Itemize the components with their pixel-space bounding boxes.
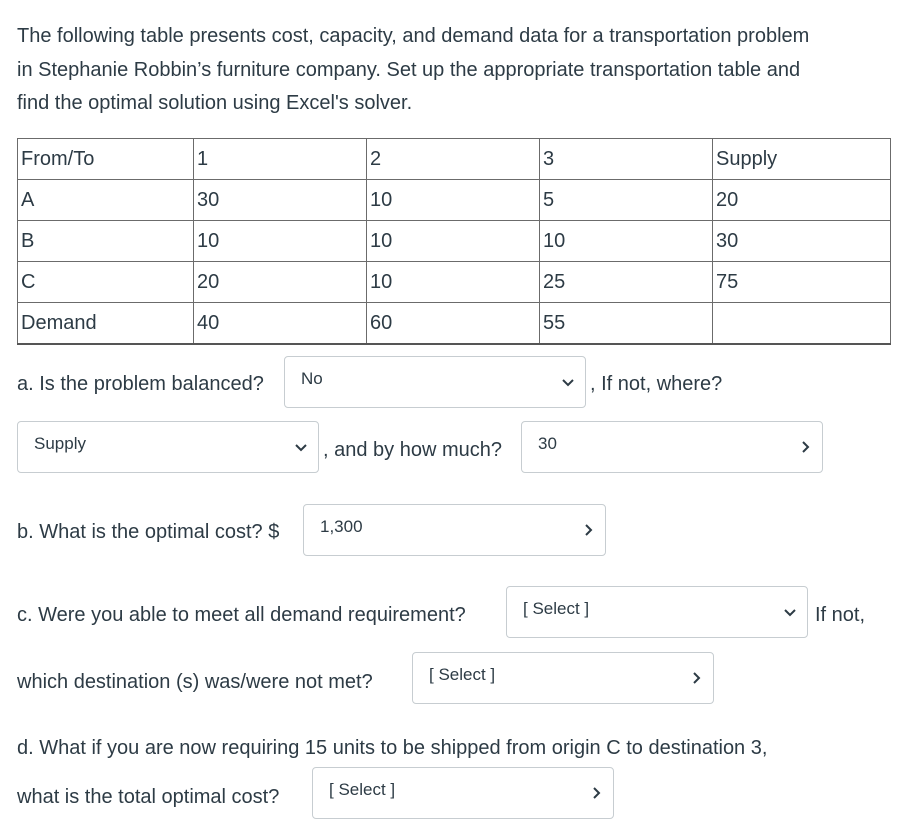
transportation-table [17, 138, 891, 345]
optimal-cost-value: 1,300 [320, 517, 363, 536]
new-optimal-cost-value: [ Select ] [329, 780, 396, 799]
table-cell: 5 [540, 180, 713, 221]
howmuch-dropdown-value: 30 [538, 434, 557, 453]
table-row [18, 262, 891, 303]
question-c-label: c. Were you able to meet all demand requirement? [17, 604, 466, 626]
table-cell: 30 [713, 221, 891, 262]
chevron-right-icon [689, 671, 703, 685]
table-header-row [18, 139, 891, 180]
intro-line-1: The following table presents cost, capacity, and demand data for a transportation problem [17, 25, 810, 47]
chevron-right-icon [589, 786, 603, 800]
question-b-label: b. What is the optimal cost? $ [17, 521, 280, 543]
table-cell: 10 [540, 221, 713, 262]
question-d-line1: d. What if you are now requiring 15 units to be shipped from origin C to destination 3, [17, 737, 768, 759]
row-label: Demand [18, 303, 194, 345]
table-cell: 40 [194, 303, 367, 345]
question-a-where-label: , If not, where? [590, 373, 723, 395]
where-dropdown-value: Supply [34, 434, 86, 453]
table-cell: 20 [194, 262, 367, 303]
table-row [18, 221, 891, 262]
table-cell: 25 [540, 262, 713, 303]
demand-met-value: [ Select ] [523, 599, 590, 618]
where-dropdown[interactable] [17, 421, 319, 473]
howmuch-dropdown[interactable] [521, 421, 823, 473]
table-cell: 55 [540, 303, 713, 345]
chevron-right-icon [581, 523, 595, 537]
optimal-cost-dropdown[interactable] [303, 504, 606, 556]
header-cell: 2 [367, 139, 540, 180]
header-cell: From/To [18, 139, 194, 180]
intro-line-3: find the optimal solution using Excel's solver. [17, 92, 413, 114]
table-cell: 10 [367, 262, 540, 303]
table-cell: 30 [194, 180, 367, 221]
row-label: A [18, 180, 194, 221]
question-a-label: a. Is the problem balanced? [17, 373, 264, 395]
row-label: B [18, 221, 194, 262]
table-cell: 10 [367, 180, 540, 221]
table-cell: 20 [713, 180, 891, 221]
table-cell: 10 [194, 221, 367, 262]
header-cell: Supply [713, 139, 891, 180]
row-label: C [18, 262, 194, 303]
header-cell: 3 [540, 139, 713, 180]
table-cell [713, 303, 891, 345]
new-optimal-cost-dropdown[interactable] [312, 767, 614, 819]
demand-met-dropdown[interactable] [506, 586, 808, 638]
header-cell: 1 [194, 139, 367, 180]
table-cell: 60 [367, 303, 540, 345]
balanced-dropdown[interactable] [284, 356, 586, 408]
chevron-right-icon [798, 440, 812, 454]
question-c-ifnot: If not, [815, 604, 866, 626]
table-cell: 10 [367, 221, 540, 262]
table-row [18, 303, 891, 345]
question-c2-label: which destination (s) was/were not met? [17, 671, 373, 693]
intro-line-2: in Stephanie Robbin’s furniture company. Set up the appropriate transportation table and [17, 58, 801, 81]
question-intro [17, 20, 897, 121]
balanced-dropdown-value: No [301, 369, 323, 388]
destination-not-met-dropdown[interactable] [412, 652, 714, 704]
table-cell: 75 [713, 262, 891, 303]
table-row [18, 180, 891, 221]
question-d-line2: what is the total optimal cost? [17, 786, 280, 808]
question-a-howmuch-label: , and by how much? [323, 439, 502, 461]
chevron-down-icon [561, 375, 575, 389]
destination-not-met-value: [ Select ] [429, 665, 496, 684]
chevron-down-icon [783, 605, 797, 619]
chevron-down-icon [294, 440, 308, 454]
